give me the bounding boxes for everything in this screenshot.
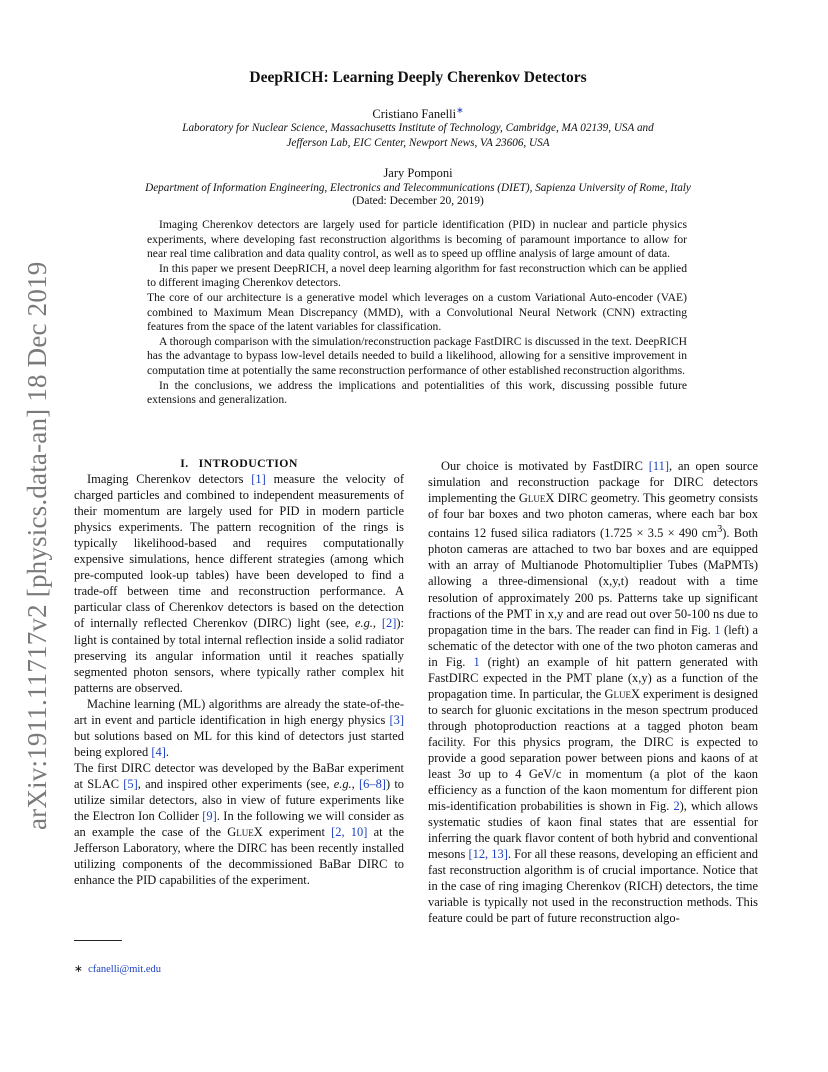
text-run: . (165, 744, 169, 759)
abstract-paragraph: Imaging Cherenkov detectors are largely used for particle identification (PID) in nuclear and particle physics experiments, where developing fast reconstruction algorithms is becoming of paramount importance to allow for near real time calibration and data quality control, as well as to speed up offline analysis of large amount of data. (147, 218, 687, 261)
intro-paragraph-1 (74, 471, 404, 696)
citation-link[interactable]: [5] (123, 776, 138, 791)
right-column (428, 458, 758, 927)
text-run: , and inspired other experiments (see, (137, 776, 334, 791)
figure-link[interactable]: 2 (673, 799, 680, 814)
text-run-italic: e.g. (333, 776, 352, 791)
text-run: (right) an example of hit pattern generated with FastDIRC expected in the PMT plane (x,y) as a function of the propagation time. In particular, the (428, 654, 758, 701)
author-2-name: Jary Pomponi (383, 166, 453, 180)
footnote-mark: ∗ (74, 964, 83, 975)
author-2 (74, 166, 762, 181)
text-run: measure the velocity of charged particles and combined to independent measurements of their momentum are largely used for PID in modern particle physics experiments. The pattern recognition of the rings is typically likelihood-based and requires computationally expensive simulations, hence different strategies (among which pre-computed look-up tables) have been developed to find a trade-off between time and reconstruction performance. A particular class of Cherenkov detectors is based on the detection of internally reflected Cherenkov (DIRC) light (see, (74, 472, 404, 631)
text-run: ) to utilize similar detectors, also in view of future experiments like the Electron Ion Collider (74, 776, 404, 824)
citation-link[interactable]: [4] (151, 744, 166, 759)
text-run: The first DIRC detector was developed by the BaBar experiment at SLAC (74, 760, 404, 791)
text-run: , an open source simulation and reconstruction package for DIRC detectors implementing the (428, 459, 758, 506)
author-1-footnote-mark[interactable]: ∗ (456, 105, 464, 115)
text-run: Imaging Cherenkov detectors (87, 472, 252, 487)
section-title: INTRODUCTION (198, 456, 298, 470)
abstract-paragraph: The core of our architecture is a generative model which leverages on a custom Variational Auto-encoder (VAE) combined to Maximum Mean Discrepancy (MMD), with a Convolutional Neural Network (CNN) extracting features from the space of the latent variables for classification. (147, 290, 687, 334)
text-run: experiment is designed to search for gluonic excitations in the meson spectrum produced through photoproduction reactions at a tagged photon beam facility. For this physics program, the DIRC is expected to provide a good separation power between pions and kaons of at least 3σ up to 4 GeV/c in momentum (a plot of the kaon efficiency as a function of the kaon momentum for different pion mis-identification probabilities is shown in Fig. (428, 686, 759, 814)
author-email-link[interactable]: cfanelli@mit.edu (88, 964, 161, 975)
citation-link[interactable]: [11] (648, 459, 669, 473)
arxiv-id-text: arXiv:1911.11717v2 [physics.data-an] 18 Dec 2019 (22, 261, 52, 830)
citation-link[interactable]: [9] (202, 809, 217, 824)
intro-paragraph-4 (428, 458, 758, 927)
text-run: DIRC geometry. This geometry consists of four bar boxes and two photon cameras, where each bar box contains 12 fused silica radiators (1.725 × 3.5 × 490 cm (428, 491, 758, 541)
citation-link[interactable]: [1] (251, 472, 266, 487)
text-run: , (351, 776, 359, 791)
text-run: but solutions based on ML for this kind of detectors just started being explored (74, 728, 404, 759)
text-run: Our choice is motivated by FastDIRC (441, 459, 649, 473)
text-run: ): light is contained by total internal reflection inside a solid radiator preserving its angular information until it reaches spatially segmented photon sensors, where typically rather complex hit patterns are observed. (74, 616, 405, 695)
figure-link[interactable]: 1 (714, 622, 721, 637)
footnote-rule (74, 940, 122, 941)
abstract-paragraph: In this paper we present DeepRICH, a novel deep learning algorithm for fast reconstruction which can be applied to different imaging Cherenkov detectors. (147, 261, 687, 290)
intro-paragraph-2 (74, 696, 404, 760)
paper-title: DeepRICH: Learning Deeply Cherenkov Detectors (249, 69, 587, 86)
text-run: at the Jefferson Laboratory, where the DIRC has been recently installed utilizing components of the decommissioned BaBar DIRC to enhance the PID capabilities of the experiment. (74, 825, 404, 888)
author-1-affiliation-line-2: Jefferson Lab, EIC Center, Newport News, VA 23606, USA (286, 137, 550, 149)
abstract (147, 218, 687, 408)
citation-link[interactable]: [3] (389, 712, 404, 727)
text-run: experiment (262, 825, 332, 840)
author-1-affiliation (60, 121, 776, 151)
text-run: (left) a schematic of the detector with one of the two photon cameras and in Fig. (428, 622, 758, 669)
text-run: . For all these reasons, developing an efficient and fast reconstruction algorithm is of crucial importance. Notice that in the case of ring imaging Cherenkov (RICH) detectors, the time variable is typically not used in the reconstruction methods. This feature could be part of future reconstruction algo- (428, 847, 759, 926)
section-number: I. (180, 456, 189, 470)
text-run: , (372, 616, 382, 631)
citation-link[interactable]: [6–8] (359, 776, 386, 791)
text-run: ). Both photon cameras are attached to two bar boxes and are equipped with an array of Multianode Photomultiplier Tubes (MaPMTs) allowing a three-dimensional (x,y,t) readout with a time resolution of approximately 200 ps. Patterns take up significant fractions of the PMT in x,y and are read out over 50-100 ns due to propagation time in the bars. The reader can find in Fig. (428, 526, 758, 637)
experiment-name: GlueX (227, 825, 263, 840)
text-run: . In the following we will consider as an example the case of the (74, 809, 404, 840)
text-run: Machine learning (ML) algorithms are already the state-of-the-art in event and particle identification in high energy physics (74, 696, 404, 727)
figure-link[interactable]: 1 (473, 654, 480, 669)
footnote (74, 963, 161, 975)
left-column (74, 455, 404, 888)
text-run: ), which allows systematic studies of kaon final states that are essential for inferring the quark flavor content of both hybrid and conventional mesons (428, 799, 759, 862)
citation-link[interactable]: [2, 10] (331, 825, 368, 840)
author-1 (74, 105, 762, 122)
experiment-name: GlueX (604, 686, 640, 701)
date-line: (Dated: December 20, 2019) (352, 195, 484, 207)
author-2-affiliation (60, 181, 776, 196)
author-2-affiliation-line-1: Department of Information Engineering, Electronics and Telecommunications (DIET), Sapienza University of Rome, Italy (145, 182, 691, 194)
author-1-affiliation-line-1: Laboratory for Nuclear Science, Massachusetts Institute of Technology, Cambridge, MA 02139, USA and (182, 122, 654, 134)
intro-paragraph-3 (74, 760, 404, 888)
abstract-paragraph: A thorough comparison with the simulation/reconstruction package FastDIRC is discussed in the text. DeepRICH has the advantage to bypass low-level details needed to build a likelihood, allowing for a sensitive improvement in computation time at potentially the same reconstruction performance of other established reconstruction algorithms. (147, 334, 687, 377)
section-heading (74, 455, 404, 471)
text-run-italic: e.g. (354, 616, 373, 631)
citation-link[interactable]: [12, 13] (468, 847, 508, 862)
superscript: 3 (717, 524, 723, 536)
citation-link[interactable]: [2] (381, 616, 397, 631)
experiment-name: GlueX (518, 491, 555, 506)
author-1-name: Cristiano Fanelli (372, 107, 457, 122)
abstract-paragraph: In the conclusions, we address the implications and potentialities of this work, discussing possible future extensions and generalization. (147, 378, 687, 407)
arxiv-identifier-stamp (22, 250, 54, 830)
